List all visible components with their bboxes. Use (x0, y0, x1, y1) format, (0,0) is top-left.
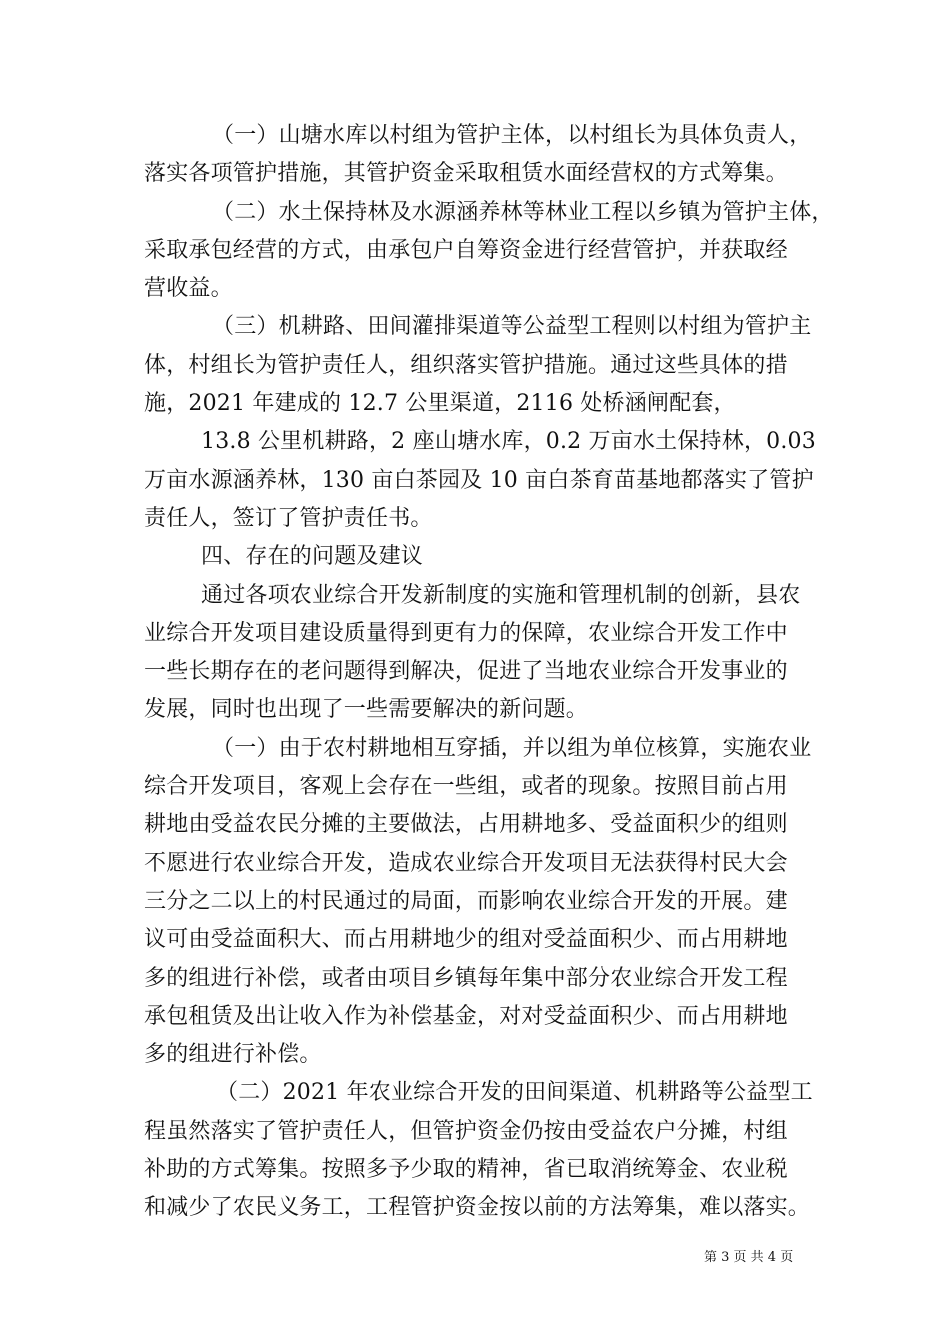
paragraph-line: 万亩水源涵养林，130 亩白茶园及 10 亩白茶育苗基地都落实了管护 (144, 467, 814, 493)
paragraph-line: 体，村组长为管护责任人，组织落实管护措施。通过这些具体的措 (144, 352, 788, 378)
paragraph-line: 落实各项管护措施，其管护资金采取租赁水面经营权的方式筹集。 (144, 161, 788, 187)
paragraph-line: （三）机耕路、田间灌排渠道等公益型工程则以村组为管护主 (212, 314, 812, 340)
paragraph-line: （一）由于农村耕地相互穿插，并以组为单位核算，实施农业 (212, 735, 812, 761)
body-text (144, 117, 834, 1228)
paragraph-line: 耕地由受益农民分摊的主要做法，占用耕地多、受益面积少的组则 (144, 812, 788, 838)
paragraph-line: 业综合开发项目建设质量得到更有力的保障，农业综合开发工作中 (144, 620, 788, 646)
paragraph-line: 和减少了农民义务工，工程管护资金按以前的方法筹集，难以落实。 (144, 1195, 811, 1221)
page-number: 第 3 页 共 4 页 (704, 1250, 794, 1265)
paragraph-line: （一）山塘水库以村组为管护主体，以村组长为具体负责人， (212, 123, 812, 148)
paragraph-line: 程虽然落实了管护责任人，但管护资金仍按由受益农户分摊，村组 (144, 1118, 788, 1144)
paragraph-line: 不愿进行农业综合开发，造成农业综合开发项目无法获得村民大会 (144, 850, 788, 876)
section-heading: 四、存在的问题及建议 (201, 544, 424, 570)
paragraph-line: 三分之二以上的村民通过的局面，而影响农业综合开发的开展。建 (144, 888, 788, 914)
paragraph-line: 一些长期存在的老问题得到解决，促进了当地农业综合开发事业的 (144, 659, 788, 685)
paragraph-line: 通过各项农业综合开发新制度的实施和管理机制的创新，县农 (201, 582, 801, 608)
paragraph-line: 承包租赁及出让收入作为补偿基金，对对受益面积少、而占用耕地 (144, 1003, 788, 1029)
paragraph-line: 多的组进行补偿。 (144, 1042, 322, 1068)
paragraph-line: （二）2021 年农业综合开发的田间渠道、机耕路等公益型工 (216, 1080, 813, 1106)
paragraph-line: 多的组进行补偿，或者由项目乡镇每年集中部分农业综合开发工程 (144, 965, 788, 991)
paragraph-line: 议可由受益面积大、而占用耕地少的组对受益面积少、而占用耕地 (144, 927, 788, 953)
paragraph-line: 综合开发项目，客观上会存在一些组，或者的现象。按照目前占用 (144, 774, 788, 800)
paragraph-line: 13.8 公里机耕路，2 座山塘水库，0.2 万亩水土保持林，0.03 (201, 429, 816, 455)
paragraph-line: 施，2021 年建成的 12.7 公里渠道，2116 处桥涵闸配套， (144, 391, 736, 417)
paragraph-line: 发展，同时也出现了一些需要解决的新问题。 (144, 697, 589, 723)
paragraph-line: 营收益。 (144, 276, 233, 302)
paragraph-line: （二）水土保持林及水源涵养林等林业工程以乡镇为管护主体， (212, 199, 834, 225)
paragraph-line: 补助的方式筹集。按照多予少取的精神，省已取消统筹金、农业税 (144, 1157, 788, 1183)
paragraph-line: 采取承包经营的方式，由承包户自筹资金进行经营管护，并获取经 (144, 237, 788, 263)
paragraph-line: 责任人，签订了管护责任书。 (144, 505, 433, 531)
